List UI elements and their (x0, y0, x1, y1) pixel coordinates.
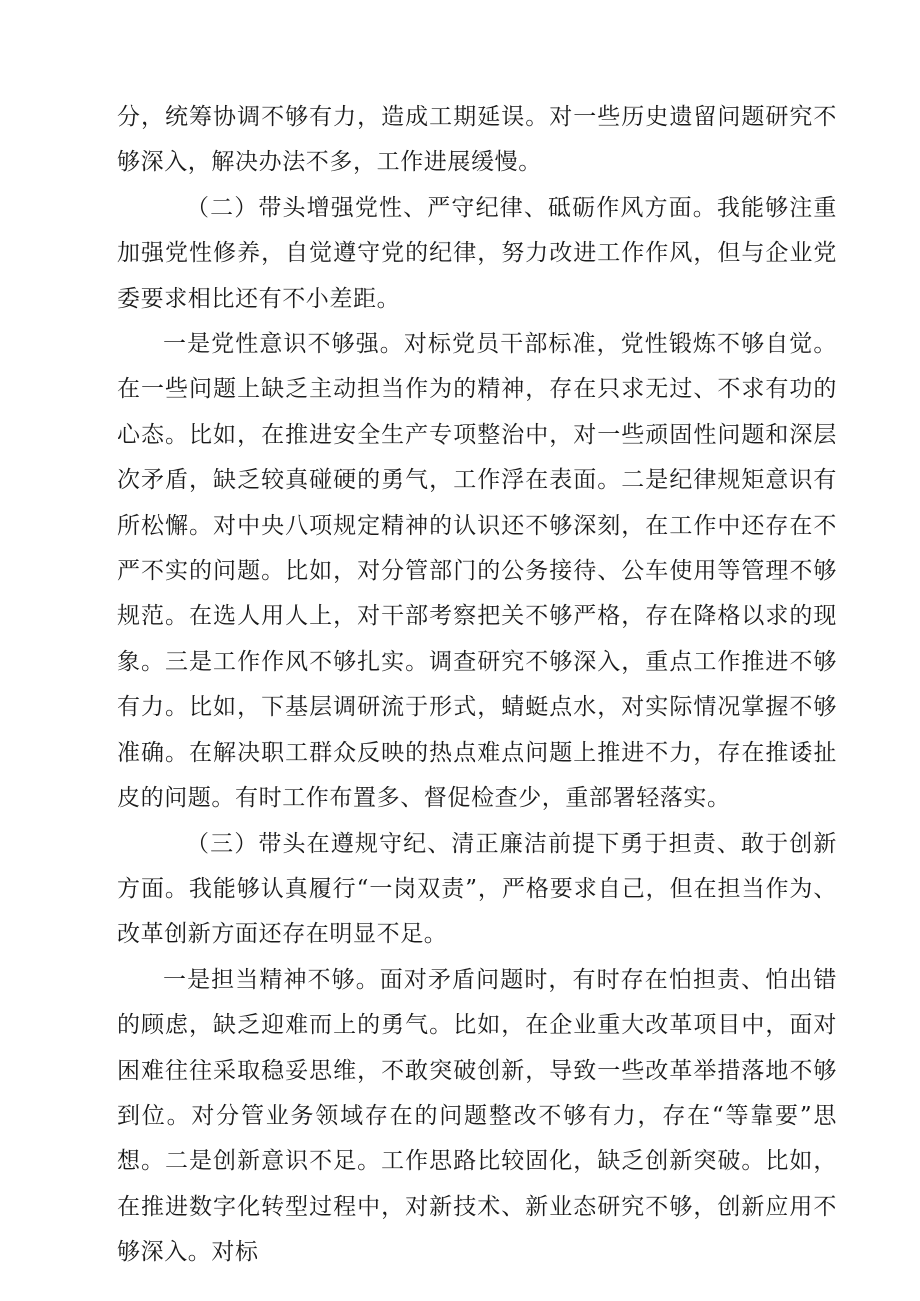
paragraph-continuation: 分，统筹协调不够有力，造成工期延误。对一些历史遗留问题研究不够深入，解决办法不多，工作进展缓慢。 (117, 104, 837, 176)
paragraph-party-spirit: 一是党性意识不够强。对标党员干部标准，党性锻炼不够自觉。在一些问题上缺乏主动担当作为的精神，存在只求无过、不求有功的心态。比如，在推进安全生产专项整治中，对一些顽固性问题和深层次矛盾，缺乏较真碰硬的勇气，工作浮在表面。二是纪律规矩意识有所松懈。对中央八项规定精神的认识还不够深刻，在工作中还存在不严不实的问题。比如，对分管部门的公务接待、公车使用等管理不够规范。在选人用人上，对干部考察把关不够严格，存在降格以求的现象。三是工作作风不够扎实。调查研究不够深入，重点工作推进不够有力。比如，下基层调研流于形式，蜻蜓点水，对实际情况掌握不够准确。在解决职工群众反映的热点难点问题上推进不力，存在推诿扯皮的问题。有时工作布置多、督促检查少，重部署轻落实。 (117, 331, 837, 812)
section-heading-three: （三）带头在遵规守纪、清正廉洁前提下勇于担责、敢于创新方面。我能够认真履行“一岗双责”，严格要求自己，但在担当作为、改革创新方面还存在明显不足。 (117, 830, 837, 948)
document-body (117, 95, 837, 1276)
section-heading-two: （二）带头增强党性、严守纪律、砥砺作风方面。我能够注重加强党性修养，自觉遵守党的纪律，努力改进工作作风，但与企业党委要求相比还有不小差距。 (117, 194, 837, 312)
paragraph-responsibility: 一是担当精神不够。面对矛盾问题时，有时存在怕担责、怕出错的顾虑，缺乏迎难而上的勇气。比如，在企业重大改革项目中，面对困难往往采取稳妥思维，不敢突破创新，导致一些改革举措落地不够到位。对分管业务领域存在的问题整改不够有力，存在“等靠要”思想。二是创新意识不足。工作思路比较固化，缺乏创新突破。比如，在推进数字化转型过程中，对新技术、新业态研究不够，创新应用不够深入。对标 (117, 966, 837, 1266)
